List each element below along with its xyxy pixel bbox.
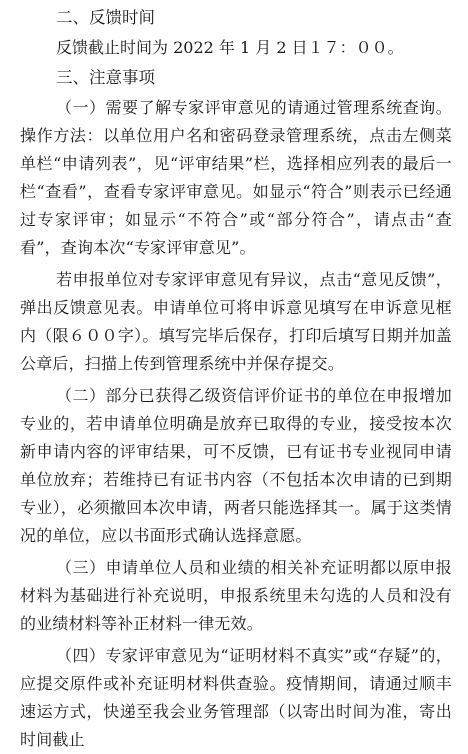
note-paragraph-objection: 若申报单位对专家评审意见有异议，点击“意见反馈”，弹出反馈意见表。申请单位可将申诉意见填写在申诉意见框内（限６００字）。填写完毕后保存，打印后填写日期并加盖公章后，扫描上传到管理系统中并保存提交。	[20, 270, 452, 373]
note-paragraph-4: （四）专家评审意见为“证明材料不真实”或“存疑”的，应提交原件或补充证明材料供查验。疫情期间，请通过顺丰速运方式，快递至我会业务管理部（以寄出时间为准，寄出时间截止	[20, 646, 452, 749]
note-paragraph-2: （二）部分已获得乙级资信评价证书的单位在申报增加专业的，若申请单位明确是放弃已取得的专业，接受按本次新申请内容的评审结果，可不反馈，已有证书专业视同申请单位放弃；若维持已有证书内容（不包括本次申请的已到期专业），必须撤回本次申请，两者只能选择其一。属于这类情况的单位，应以书面形式确认选择意愿。	[20, 386, 452, 545]
note-paragraph-3: （三）申请单位人员和业绩的相关补充证明都以原申报材料为基础进行补充说明，申报系统里未勾选的人员和没有的业绩材料等补正材料一律无效。	[20, 558, 452, 633]
note-paragraph-1: （一）需要了解专家评审意见的请通过管理系统查询。操作方法：以单位用户名和密码登录管理系统，点击左侧菜单栏“申请列表”，见“评审结果”栏，选择相应列表的最后一栏“查看”，查看专家评审意见。如显示“符合”则表示已经通过专家评审；如显示“不符合”或“部分符合”，请点击“查看”，查询本次“专家评审意见”。	[20, 98, 452, 257]
section-heading-feedback-time: 二、反馈时间	[56, 8, 155, 27]
feedback-deadline-text: 反馈截止时间为 2022 年 1 月 2 日１７：００。	[56, 38, 404, 57]
section-heading-notes: 三、注意事项	[56, 68, 155, 87]
